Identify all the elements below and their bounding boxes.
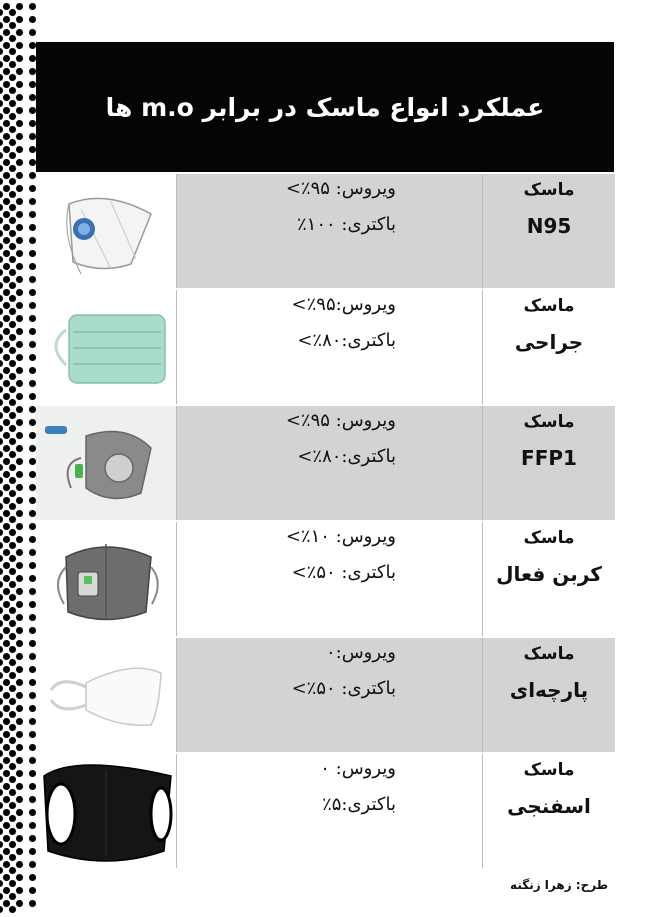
virus-value: ویروس:۹۵٪> — [291, 294, 396, 315]
bacteria-value: باکتری:۸۰٪> — [297, 330, 396, 351]
mask-name-cell — [482, 174, 615, 288]
bacteria-value: باکتری: ۱۰۰٪ — [297, 214, 396, 235]
mask-image-cell — [36, 290, 176, 404]
mask-image-cell — [36, 638, 176, 752]
title-banner — [36, 42, 614, 172]
mask-type: اسفنجی — [507, 794, 591, 818]
values-cell — [176, 522, 482, 636]
mask-type: کربن فعال — [496, 562, 602, 586]
designer-credit: طرح: زهرا زنگنه — [510, 878, 608, 892]
page-title: عملکرد انواع ماسک در برابر m.o ها — [105, 92, 545, 122]
carbon-mask-icon — [46, 532, 166, 627]
mask-name-cell — [482, 522, 615, 636]
bacteria-value: باکتری: ۵۰٪> — [291, 678, 396, 699]
bacteria-value: باکتری: ۵۰٪> — [291, 562, 396, 583]
mask-type: جراحی — [514, 330, 584, 354]
mask-label: ماسک — [523, 180, 575, 200]
mask-name-cell — [482, 406, 615, 520]
table-row — [36, 290, 614, 406]
table-row — [36, 754, 614, 870]
ffp1-mask-icon — [41, 418, 171, 508]
mask-label: ماسک — [523, 760, 575, 780]
mask-image-cell — [36, 406, 176, 520]
virus-value: ویروس: ۱۰٪> — [285, 526, 396, 547]
sponge-mask-icon — [36, 756, 176, 866]
cloth-mask-icon — [41, 655, 171, 735]
surgical-mask-icon — [41, 300, 171, 395]
values-cell — [176, 638, 482, 752]
mask-image-cell — [36, 754, 176, 868]
mask-label: ماسک — [523, 296, 575, 316]
virus-value: ویروس: ۹۵٪> — [285, 178, 396, 199]
mask-image-cell — [36, 174, 176, 288]
mask-label: ماسک — [523, 412, 575, 432]
values-cell — [176, 174, 482, 288]
mask-type: FFP1 — [521, 446, 577, 470]
n95-mask-icon — [51, 184, 161, 279]
bacteria-value: باکتری:۵٪ — [322, 794, 396, 815]
values-cell — [176, 754, 482, 868]
values-cell — [176, 406, 482, 520]
table-row — [36, 174, 614, 290]
table-row — [36, 522, 614, 638]
virus-value: ویروس: ۹۵٪> — [285, 410, 396, 431]
bacteria-value: باکتری:۸۰٪> — [297, 446, 396, 467]
mask-image-cell — [36, 522, 176, 636]
mask-label: ماسک — [523, 528, 575, 548]
virus-value: ویروس:۰ — [325, 642, 396, 663]
mask-type: پارچه‌ای — [509, 678, 589, 702]
table-row — [36, 406, 614, 522]
values-cell — [176, 290, 482, 404]
mask-name-cell — [482, 290, 615, 404]
mask-name-cell — [482, 638, 615, 752]
mask-table — [36, 174, 614, 870]
halftone-decoration — [0, 6, 22, 917]
mask-type: N95 — [526, 214, 572, 238]
mask-name-cell — [482, 754, 615, 868]
mask-label: ماسک — [523, 644, 575, 664]
table-row — [36, 638, 614, 754]
virus-value: ویروس: ۰ — [320, 758, 396, 779]
